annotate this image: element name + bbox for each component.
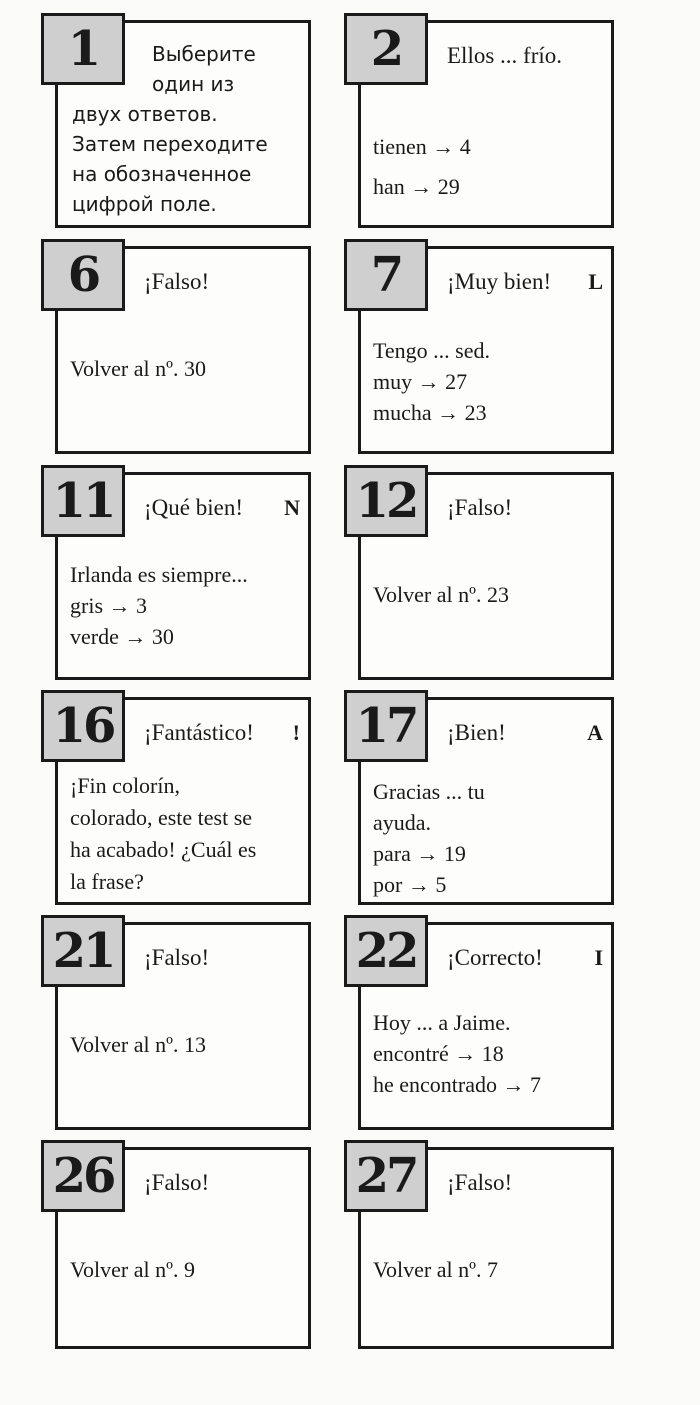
card-body — [70, 1254, 302, 1286]
answer-option: mucha → 23 — [373, 400, 487, 425]
card-heading: ¡Bien! — [447, 720, 506, 745]
card-7 — [358, 246, 614, 454]
card-heading: ¡Falso! — [144, 269, 210, 294]
card-number-badge: 21 — [41, 915, 125, 987]
card-body — [70, 1029, 302, 1061]
card-text-line: colorado, este test se — [70, 805, 253, 830]
card-heading: ¡Muy bien! — [447, 269, 552, 294]
answer-option: encontré → 18 — [373, 1041, 504, 1066]
card-text-line: Volver al nº. 7 — [373, 1257, 498, 1282]
card-text-line: la frase? — [70, 869, 144, 894]
card-21 — [52, 922, 311, 1130]
card-text-line: ayuda. — [373, 810, 432, 835]
card-number-badge: 22 — [344, 915, 428, 987]
answer-option: tienen → 4 — [373, 134, 471, 159]
card-body — [70, 353, 302, 385]
card-number-badge: 2 — [344, 13, 428, 85]
card-heading: ¡Qué bien! — [144, 495, 243, 520]
card-26 — [52, 1147, 311, 1349]
card-heading: ¡Falso! — [144, 1170, 210, 1195]
instruction-line: на обозначенное — [72, 162, 252, 186]
card-text-line: ¡Fin colorín, — [70, 773, 180, 798]
card-number-badge: 12 — [344, 465, 428, 537]
card-heading: ¡Falso! — [447, 495, 513, 520]
card-body — [70, 559, 302, 652]
card-text-line: Irlanda es siempre... — [70, 562, 248, 587]
answer-option: he encontrado → 7 — [373, 1072, 541, 1097]
card-heading: ¡Falso! — [144, 945, 210, 970]
answer-option: por → 5 — [373, 872, 447, 897]
card-number-badge: 16 — [41, 690, 125, 762]
card-number-badge: 17 — [344, 690, 428, 762]
card-16 — [52, 697, 311, 905]
card-6 — [55, 246, 311, 454]
card-27 — [355, 1147, 614, 1349]
card-11 — [52, 472, 311, 680]
card-number-badge: 1 — [41, 13, 125, 85]
instruction-line: Выберите — [152, 42, 256, 66]
card-heading: Ellos ... frío. — [447, 43, 562, 68]
card-text-line: Volver al nº. 23 — [373, 582, 509, 607]
card-text-line: Volver al nº. 30 — [70, 356, 206, 381]
card-12 — [355, 472, 614, 680]
card-text-line: Hoy ... a Jaime. — [373, 1010, 511, 1035]
answer-option: han → 29 — [373, 174, 460, 199]
card-letter: ! — [292, 720, 300, 745]
card-heading: ¡Falso! — [447, 1170, 513, 1195]
card-number-badge: 27 — [344, 1140, 428, 1212]
card-1 — [55, 20, 311, 228]
card-heading: ¡Fantástico! — [144, 720, 254, 745]
card-body — [373, 1007, 605, 1100]
card-body — [70, 770, 302, 898]
card-body — [373, 335, 605, 428]
instructions-text — [72, 39, 302, 219]
card-letter: I — [594, 945, 603, 970]
card-body — [373, 776, 605, 900]
card-text-line: Volver al nº. 9 — [70, 1257, 195, 1282]
instruction-line: Затем переходите — [72, 132, 268, 156]
card-22 — [355, 922, 614, 1130]
card-number-badge: 11 — [41, 465, 125, 537]
card-body — [373, 1254, 605, 1286]
card-heading: ¡Correcto! — [447, 945, 543, 970]
card-text-line: ha acabado! ¿Cuál es — [70, 837, 257, 862]
card-body — [373, 579, 605, 611]
card-letter: N — [284, 495, 300, 520]
card-text-line: Gracias ... tu — [373, 779, 485, 804]
card-body — [373, 127, 605, 207]
answer-option: para → 19 — [373, 841, 466, 866]
card-letter: A — [587, 720, 603, 745]
answer-option: muy → 27 — [373, 369, 468, 394]
card-number-badge: 7 — [344, 239, 428, 311]
instruction-line: один из — [152, 72, 235, 96]
answer-option: verde → 30 — [70, 624, 174, 649]
instruction-line: цифрой поле. — [72, 192, 217, 216]
answer-option: gris → 3 — [70, 593, 147, 618]
card-number-badge: 6 — [41, 239, 125, 311]
card-2 — [358, 20, 614, 228]
card-number-badge: 26 — [41, 1140, 125, 1212]
instruction-line: двух ответов. — [72, 102, 218, 126]
card-letter: L — [588, 269, 603, 294]
card-17 — [355, 697, 614, 905]
card-text-line: Tengo ... sed. — [373, 338, 490, 363]
card-text-line: Volver al nº. 13 — [70, 1032, 206, 1057]
